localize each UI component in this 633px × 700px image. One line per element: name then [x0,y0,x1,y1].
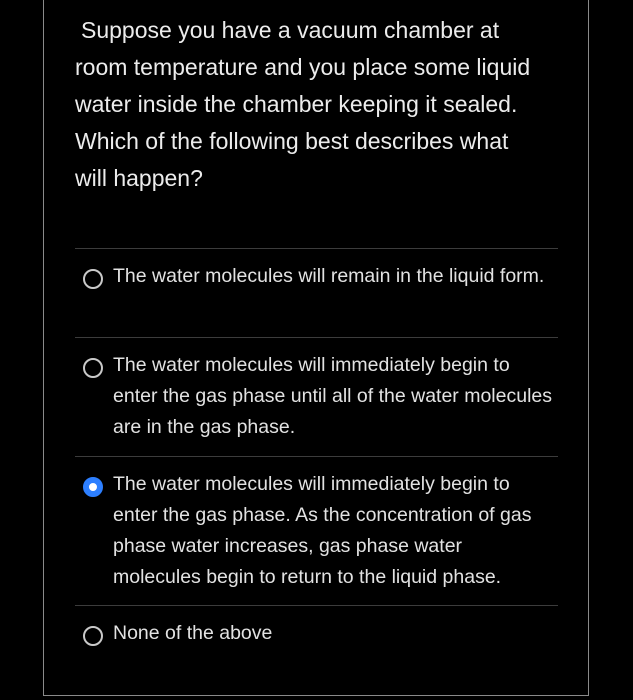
radio-unchecked-icon[interactable] [83,358,103,378]
question-line-5: will happen? [75,165,203,191]
question-line-1: Suppose you have a vacuum chamber at [81,17,500,43]
question-line-4: Which of the following best describes what [75,128,509,154]
option-label: The water molecules will immediately begin to enter the gas phase until all of the water molecules are in the gas phase. [113,354,553,438]
question-line-3: water inside the chamber keeping it sealed. [75,91,518,117]
option-label: None of the above [113,622,273,644]
option-none[interactable] [75,606,558,666]
radio-unchecked-icon[interactable] [83,626,103,646]
radio-checked-icon[interactable] [83,477,103,497]
question-text [75,12,555,197]
option-equilibrium[interactable] [75,457,558,605]
option-label: The water molecules will immediately begin to enter the gas phase. As the concentration of gas phase water increases, gas phase water molecules begin to return to the liquid phase. [113,473,532,588]
option-remain-liquid[interactable] [75,249,558,337]
option-all-gas[interactable] [75,338,558,456]
radio-unchecked-icon[interactable] [83,269,103,289]
option-label: The water molecules will remain in the liquid form. [113,265,545,287]
question-line-2: room temperature and you place some liquid [75,54,531,80]
